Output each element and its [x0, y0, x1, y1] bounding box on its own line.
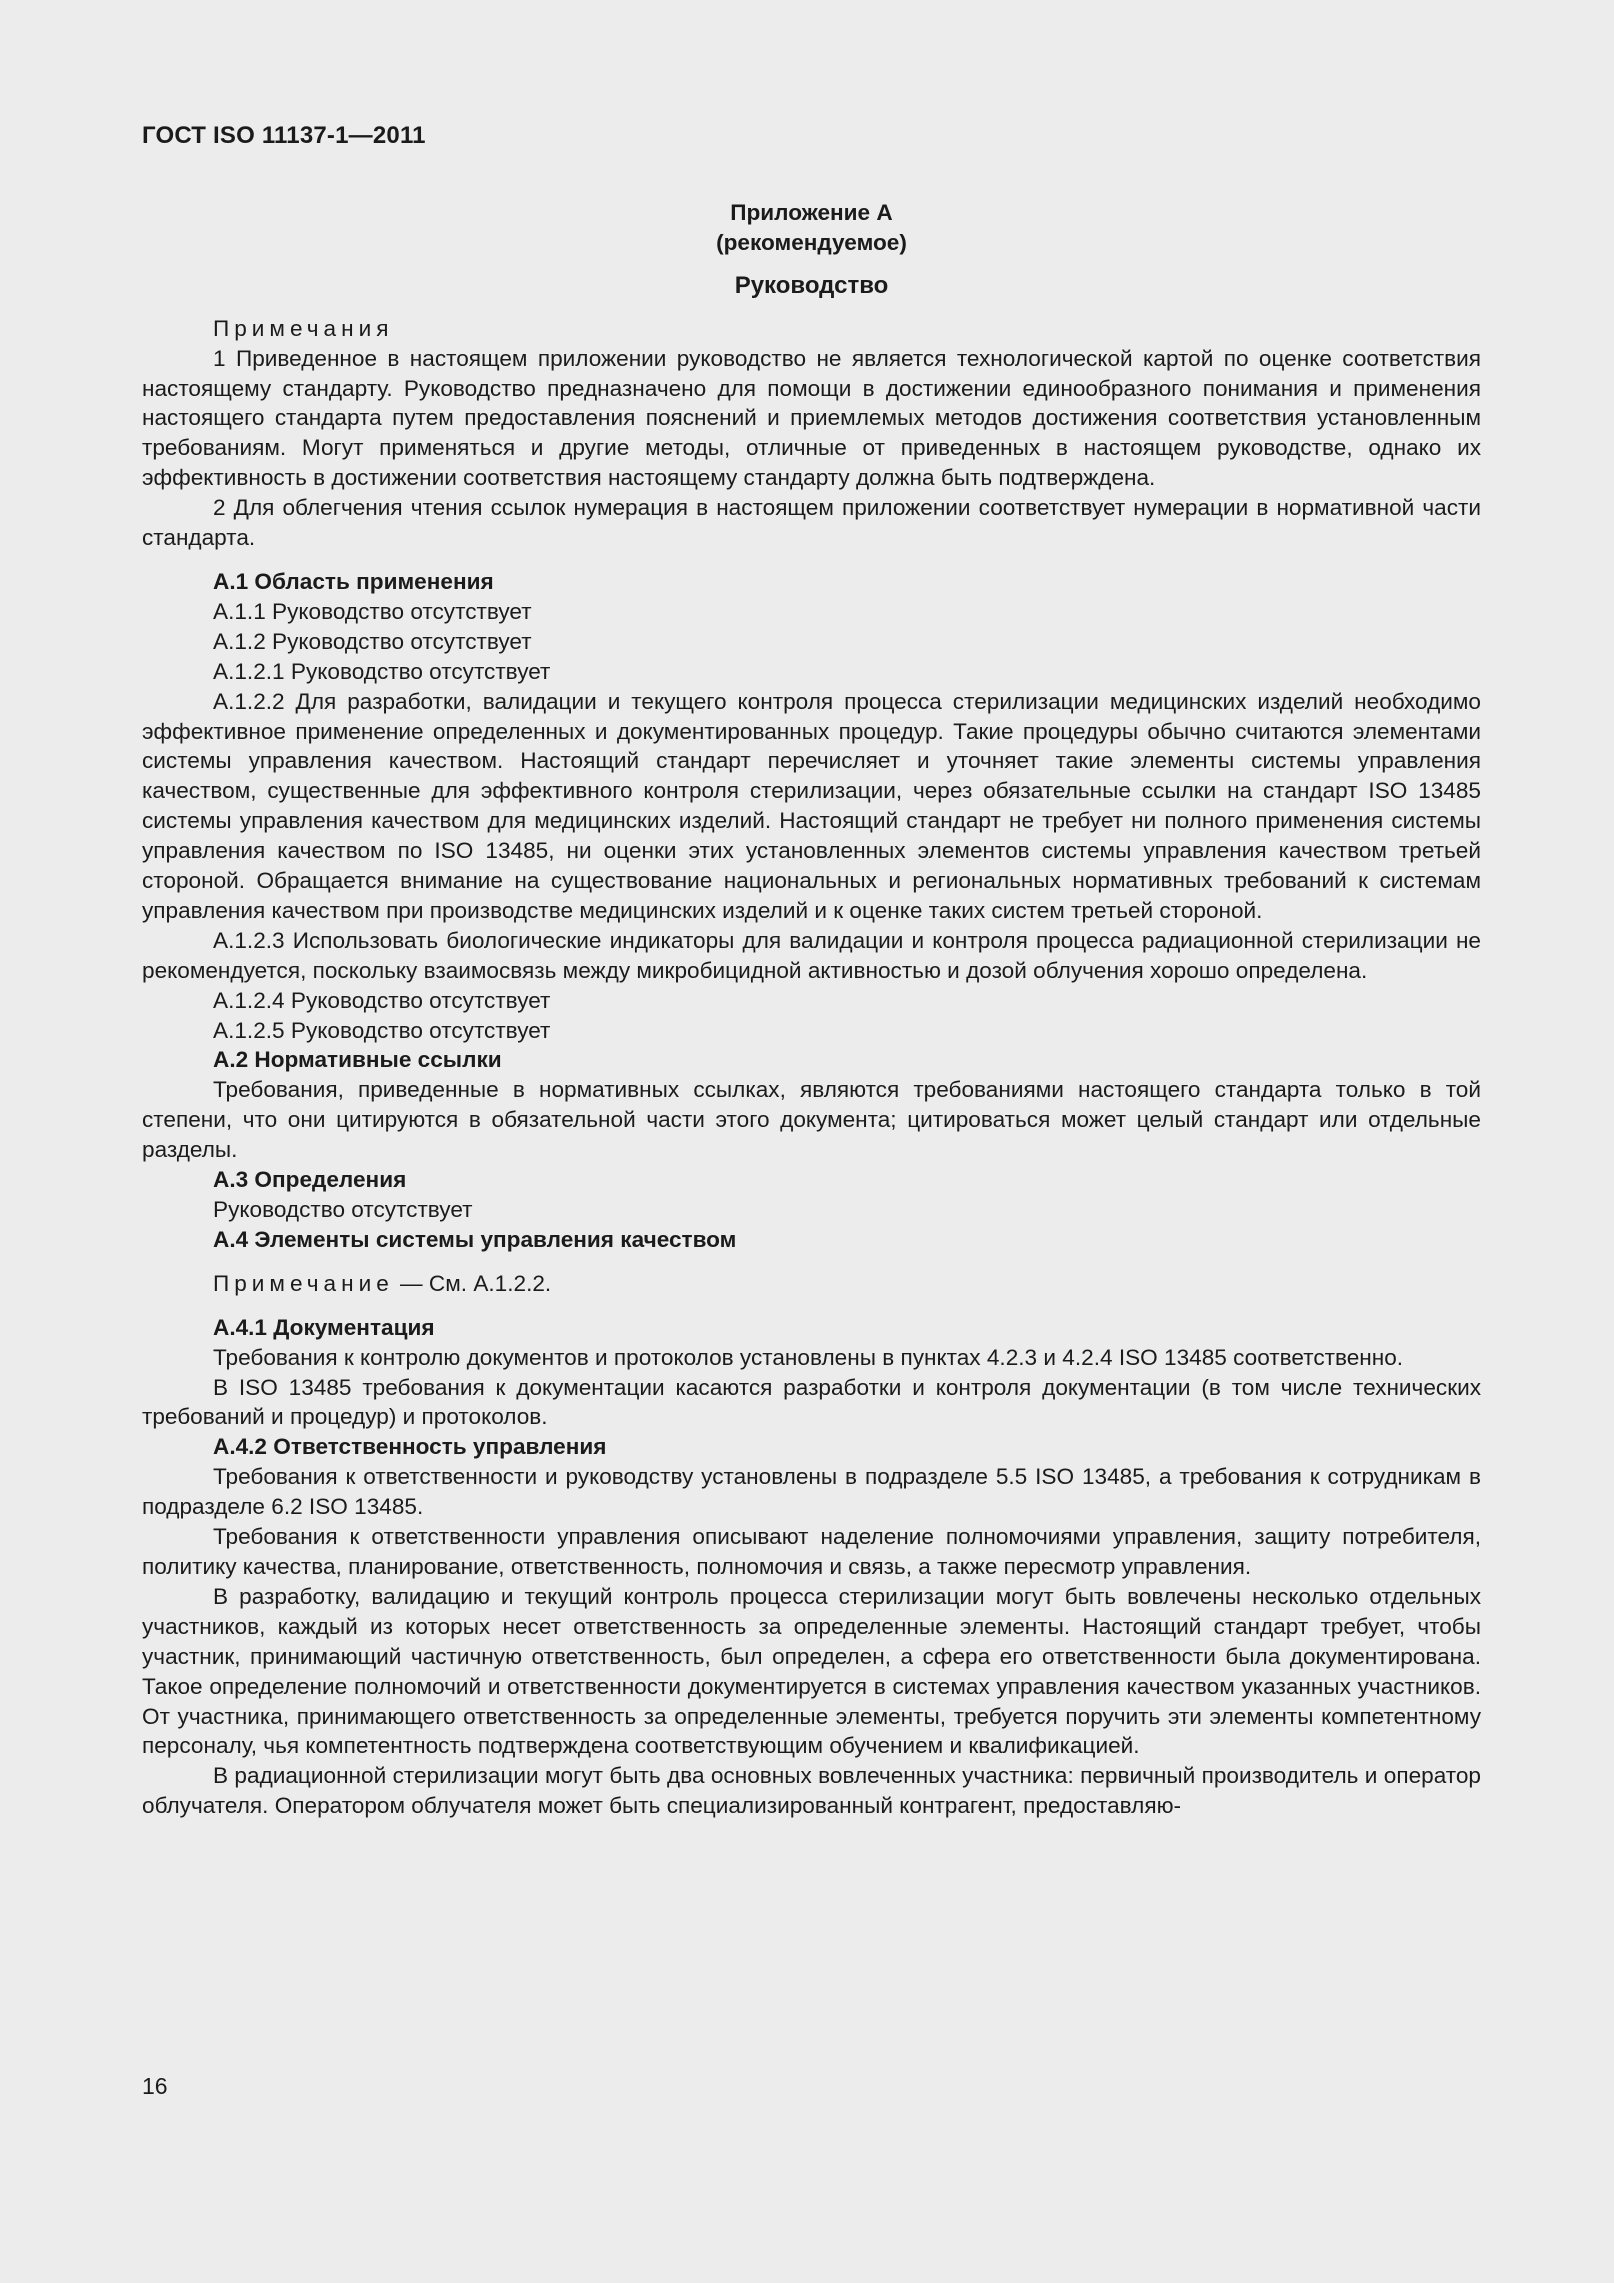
note-1: 1 Приведенное в настоящем приложении руководство не является технологической картой по оценке соответствия настоящему стандарту. Руководство предназначено для помощи в достижении единообразного понимания и применения настоящего стандарта путем предоставления пояснений и приемлемых методов достижения соответствия установленным требованиям. Могут применяться и другие методы, отличные от приведенных в настоящем руководстве, однако их эффективность в достижении соответствия настоящему стандарту должна быть подтверждена.	[142, 345, 1481, 491]
a4-note-text: — См. А.1.2.2.	[393, 1270, 552, 1296]
a4-note-word: Примечание	[213, 1270, 394, 1296]
a4-1-para-1: Требования к контролю документов и протоколов установлены в пунктах 4.2.3 и 4.2.4 ISO 13485 соответственно.	[213, 1344, 1404, 1370]
a1-2-5: А.1.2.5 Руководство отсутствует	[213, 1017, 551, 1043]
a4-note	[142, 1269, 1481, 1299]
a1-2-4: А.1.2.4 Руководство отсутствует	[213, 987, 551, 1013]
a1-2-2: А.1.2.2 Для разработки, валидации и текущего контроля процесса стерилизации медицинских изделий необходимо эффективное применение определенных и документированных процедур. Такие процедуры обычно считаются элементами системы управления качеством. Настоящий стандарт перечисляет и уточняет такие элементы системы управления качеством, существенные для эффективного контроля стерилизации, через обязательные ссылки на стандарт ISO 13485 системы управления качеством для медицинских изделий. Настоящий стандарт не требует ни полного применения системы управления качеством по ISO 13485, ни оценки этих установленных элементов системы управления качеством третьей стороной. Обращается внимание на существование национальных и региональных нормативных требований к системам управления качеством при производстве медицинских изделий и к оценке таких систем третьей стороной.	[142, 688, 1481, 923]
note-2: 2 Для облегчения чтения ссылок нумерация в настоящем приложении соответствует нумерации в нормативной части стандарта.	[142, 495, 1481, 551]
a4-1-heading: А.4.1 Документация	[213, 1314, 435, 1340]
a4-1-para-2: В ISO 13485 требования к документации касаются разработки и контроля документации (в том числе технических требований и процедур) и протоколов.	[142, 1374, 1481, 1430]
a1-2-1: А.1.2.1 Руководство отсутствует	[213, 658, 551, 684]
document-header: ГОСТ ISO 11137-1—2011	[142, 122, 426, 149]
section-heading: Руководство	[734, 271, 889, 299]
a4-2-para-1: Требования к ответственности и руководству установлены в подразделе 5.5 ISO 13485, а требования к сотрудникам в подразделе 6.2 ISO 13485.	[142, 1464, 1481, 1520]
a1-1: А.1.1 Руководство отсутствует	[213, 598, 532, 624]
page-number: 16	[142, 2073, 168, 2099]
page-content	[142, 198, 1481, 1821]
appendix-title: Приложение А	[730, 200, 893, 225]
a2-heading: А.2 Нормативные ссылки	[213, 1047, 502, 1073]
a2-text: Требования, приведенные в нормативных ссылках, являются требованиями настоящего стандарта только в той степени, что они цитируются в обязательной части этого документа; цитироваться может целый стандарт или отдельные разделы.	[142, 1077, 1481, 1163]
appendix-status: (рекомендуемое)	[716, 229, 907, 255]
notes-title: Примечания	[213, 315, 394, 341]
a3-text: Руководство отсутствует	[213, 1197, 473, 1222]
a4-2-para-4: В радиационной стерилизации могут быть два основных вовлеченных участника: первичный производитель и оператор облучателя. Оператором облучателя может быть специализированный контрагент, предоставляю-	[142, 1763, 1481, 1819]
a1-2: А.1.2 Руководство отсутствует	[213, 628, 532, 654]
a4-2-heading: А.4.2 Ответственность управления	[213, 1434, 607, 1460]
a4-2-para-2: Требования к ответственности управления описывают наделение полномочиями управления, защиту потребителя, политику качества, планирование, ответственность, полномочия и связь, а также пересмотр управления.	[142, 1524, 1481, 1579]
a4-heading: А.4 Элементы системы управления качеством	[213, 1226, 737, 1252]
a4-2-para-3: В разработку, валидацию и текущий контроль процесса стерилизации могут быть вовлечены несколько отдельных участников, каждый из которых несет ответственность за определенные элементы. Настоящий стандарт требует, чтобы участник, принимающий частичную ответственность, был определен, а сфера его ответственности была документирована. Такое определение полномочий и ответственности документируется в системах управления качеством указанных участников. От участника, принимающего ответственность за определенные элементы, требуется поручить эти элементы компетентному персоналу, чья компетентность подтверждена соответствующим обучением и квалификацией.	[142, 1583, 1481, 1759]
a1-2-3: А.1.2.3 Использовать биологические индикаторы для валидации и контроля процесса радиационной стерилизации не рекомендуется, поскольку взаимосвязь между микробицидной активностью и дозой облучения хорошо определена.	[142, 927, 1481, 983]
a1-heading: А.1 Область применения	[213, 568, 494, 594]
a3-heading: А.3 Определения	[213, 1167, 407, 1193]
